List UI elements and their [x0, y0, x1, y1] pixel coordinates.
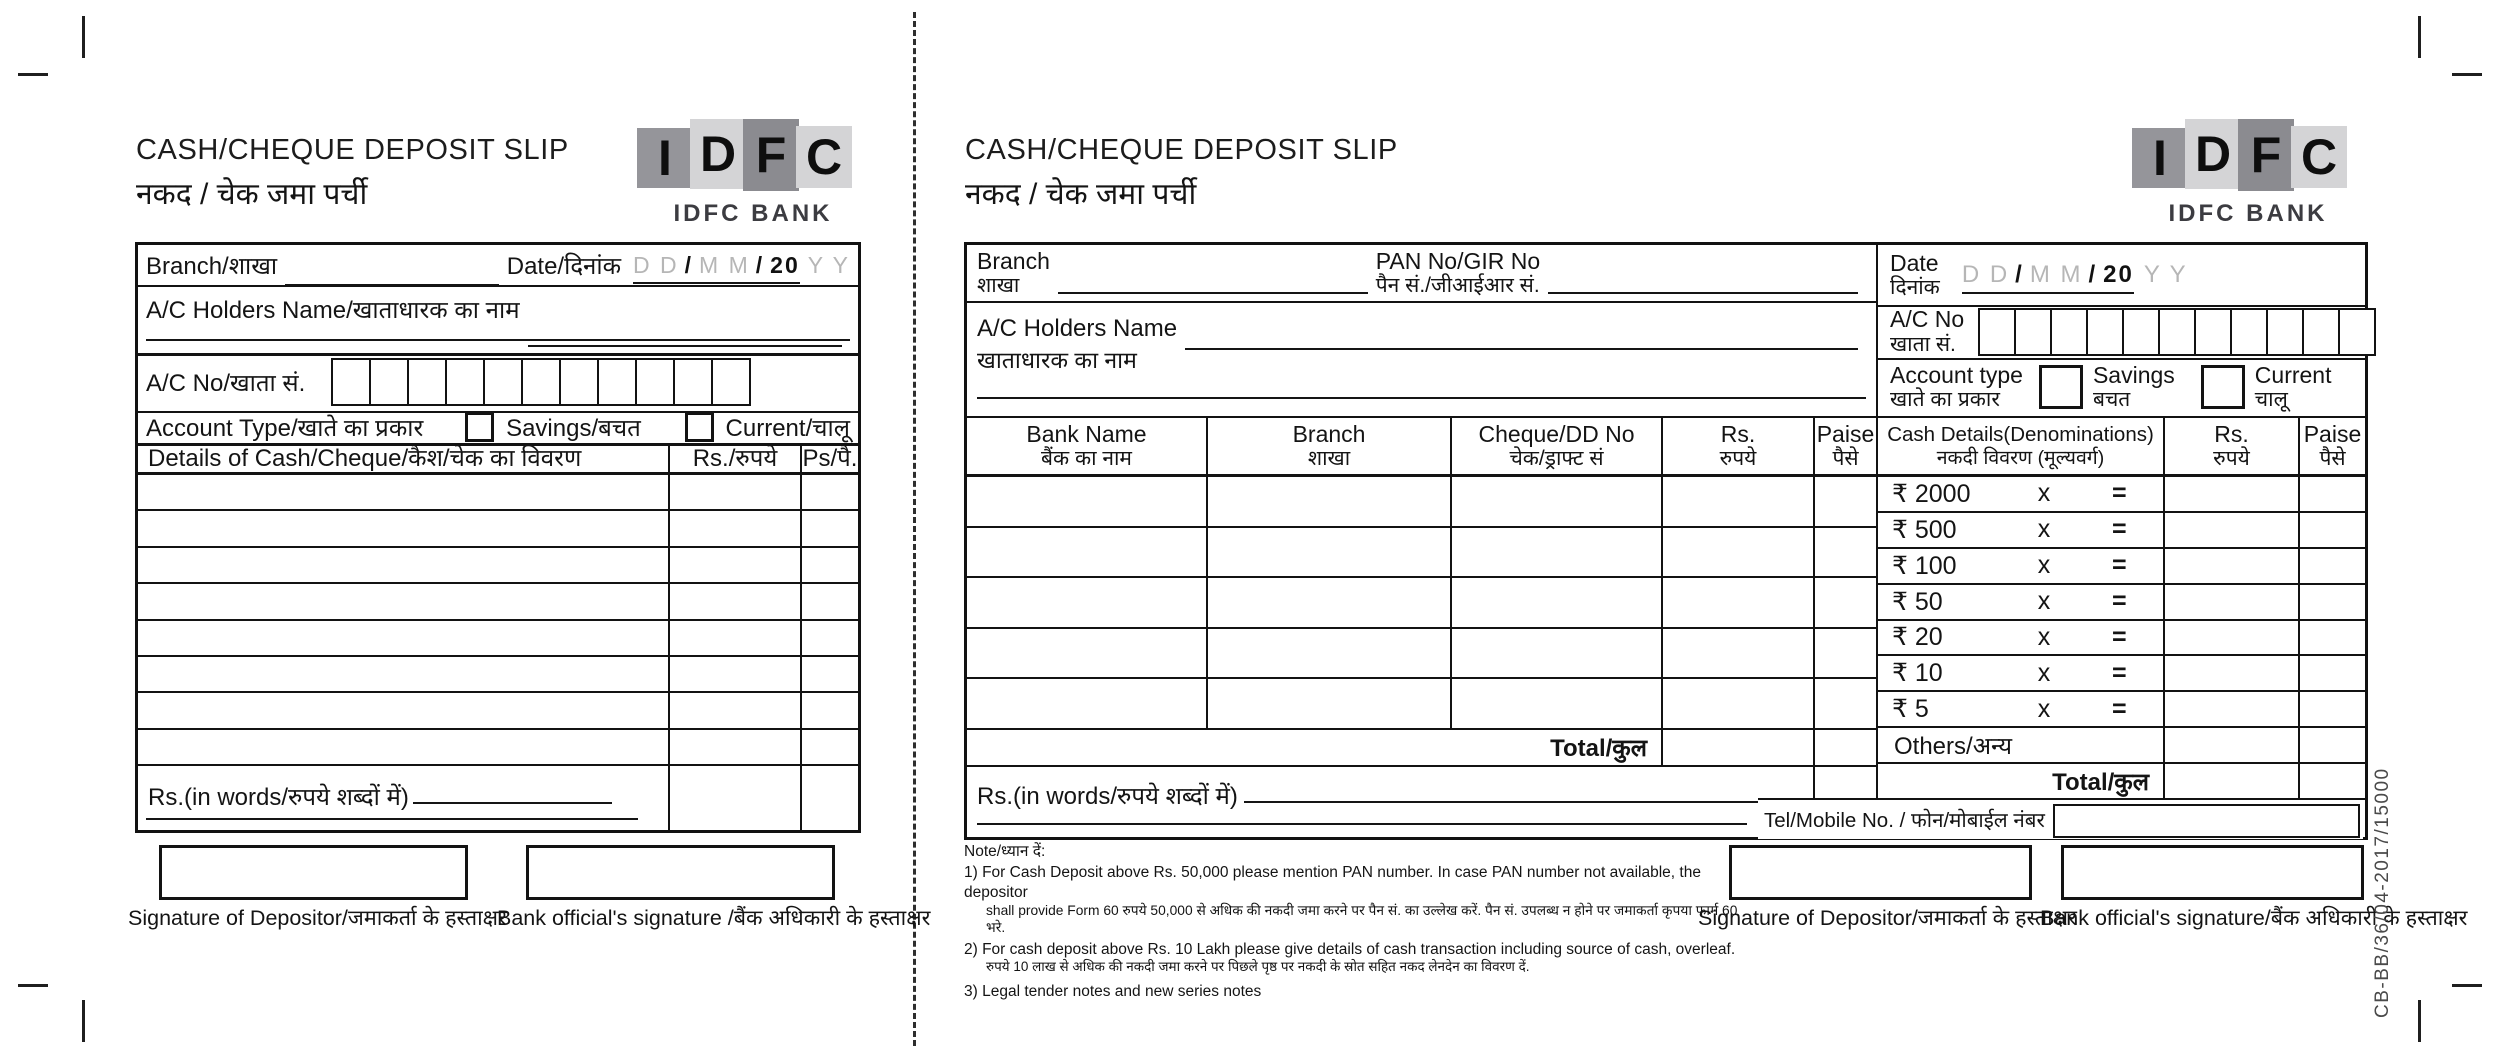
idfc-logo: [637, 116, 869, 228]
account-holder-input-line[interactable]: [528, 321, 842, 347]
digit-box[interactable]: [2086, 308, 2124, 356]
multiply-symbol: x: [2037, 658, 2051, 687]
date-row: [1878, 245, 2365, 307]
digit-box[interactable]: [2050, 308, 2088, 356]
bank-name: IDFC BANK: [2168, 200, 2328, 227]
paise-cell[interactable]: [2298, 549, 2365, 585]
bank-official-signature-box[interactable]: [526, 845, 835, 900]
tel-mobile-row: [1758, 798, 2363, 839]
rupees-cell[interactable]: [668, 693, 800, 729]
account-number-label-en: A/C No: [1890, 306, 1965, 333]
digit-box[interactable]: [2014, 308, 2052, 356]
paise-header-en: Paise: [1816, 420, 1875, 447]
crop-mark: [82, 1000, 85, 1042]
date-separator: /: [755, 251, 765, 278]
bank-name-cell[interactable]: [967, 528, 1206, 579]
cash-details-column-header: [1878, 418, 2163, 477]
branch-input-line[interactable]: [285, 260, 499, 286]
tel-mobile-label: Tel/Mobile No. / फोन/मोबाईल नंबर: [1764, 808, 2045, 832]
pan-label: [1376, 248, 1540, 298]
digit-box[interactable]: [369, 358, 409, 406]
cheque-total-label: Total/कुल: [967, 730, 1661, 767]
account-number-boxes[interactable]: [331, 358, 751, 406]
date-yy-placeholder: Y Y: [2143, 261, 2188, 288]
digit-box[interactable]: [2194, 308, 2232, 356]
denomination-value: ₹ 500: [1892, 515, 1957, 544]
note-1-line2: shall provide Form 60 रुपये 50,000 से अधिक की नकदी जमा करने पर पैन सं. का उल्लेख करें. पैन सं. उपलब्ध न होने पर जमाकर्ता कृपया फार्म 60 भरे.: [986, 903, 1738, 936]
equals-symbol: =: [2112, 515, 2127, 544]
date-input[interactable]: [1962, 261, 2188, 289]
right-form-top-right: [1876, 245, 2365, 416]
rupees-cell[interactable]: [2163, 656, 2298, 692]
account-number-boxes[interactable]: [1978, 308, 2376, 356]
equals-symbol: =: [2112, 551, 2127, 580]
equals-symbol: =: [2112, 658, 2127, 687]
logo-letter: D: [2185, 119, 2241, 189]
details-cell[interactable]: [138, 511, 668, 547]
account-type-label: [1890, 362, 2023, 412]
total-paise-cell[interactable]: [1813, 730, 1876, 767]
paise-header-en: Paise: [2303, 420, 2362, 447]
rupees-header-hi: रुपये: [2213, 447, 2250, 471]
branch-cell[interactable]: [1206, 578, 1450, 629]
paise-cell[interactable]: [2298, 692, 2365, 728]
branch-header-en: Branch: [1292, 420, 1366, 447]
cash-cheque-details-table: [138, 443, 858, 830]
rupees-cell[interactable]: [2163, 692, 2298, 728]
depositor-signature-box[interactable]: [1729, 845, 2032, 900]
savings-label-en: Savings: [2092, 361, 2175, 388]
rupees-cell[interactable]: [668, 511, 800, 547]
denomination-row-20: [1878, 621, 2163, 657]
date-dd-placeholder: D D: [1961, 261, 2010, 288]
digit-box[interactable]: [635, 358, 675, 406]
paise-cell[interactable]: [2298, 477, 2365, 513]
cash-details-header-hi: नकदी विवरण (मूल्यवर्ग): [1936, 446, 2105, 469]
digit-box[interactable]: [711, 358, 751, 406]
paise-header-hi: पैसे: [1832, 447, 1859, 471]
account-holder-label-hi: खाताधारक का नाम: [977, 347, 1137, 373]
bank-official-signature-label: Bank official's signature/बैंक अधिकारी के हस्ताक्षर: [2040, 906, 2468, 930]
multiply-symbol: x: [2037, 479, 2051, 508]
equals-symbol: =: [2112, 479, 2127, 508]
amount-in-words-cell[interactable]: [138, 766, 668, 830]
digit-box[interactable]: [2266, 308, 2304, 356]
paise-column-header: [1813, 418, 1876, 477]
right-form-top-left: [967, 245, 1876, 416]
savings-label: [2093, 362, 2175, 412]
account-type-label-hi: खाते का प्रकार: [1890, 388, 2000, 412]
page-title: CASH/CHEQUE DEPOSIT SLIP: [965, 134, 1398, 166]
date-century: 20: [2103, 261, 2134, 288]
paise-cell[interactable]: [800, 730, 858, 766]
rupees-cell[interactable]: [668, 584, 800, 620]
denomination-row-2000: [1878, 477, 2163, 513]
rupees-cell[interactable]: [1661, 679, 1813, 730]
date-input[interactable]: [633, 252, 850, 279]
denomination-value: ₹ 2000: [1892, 479, 1971, 508]
date-mm-placeholder: M M: [699, 251, 750, 278]
rupees-cell[interactable]: [668, 621, 800, 657]
paise-cell[interactable]: [1813, 679, 1876, 730]
branch-cell[interactable]: [1206, 477, 1450, 528]
denomination-row-5: [1878, 692, 2163, 728]
current-label: Current/चालू: [725, 414, 850, 442]
denomination-row-100: [1878, 549, 2163, 585]
branch-cell[interactable]: [1206, 629, 1450, 680]
cheque-no-cell[interactable]: [1450, 528, 1661, 579]
account-holder-row: [138, 285, 858, 356]
crop-mark: [18, 984, 48, 987]
digit-box[interactable]: [2158, 308, 2196, 356]
bank-name-header-en: Bank Name: [1026, 420, 1147, 447]
note-2-line2: रुपये 10 लाख से अधिक की नकदी जमा करने पर पिछले पृष्ठ पर नकदी के स्रोत सहित नकद लेनदेन का विवरण दें.: [986, 958, 1530, 974]
date-label: [1890, 250, 1940, 300]
digit-box[interactable]: [2230, 308, 2268, 356]
account-holder-input-line2[interactable]: [146, 339, 850, 341]
cash-total-label: Total/कुल: [1878, 764, 2163, 800]
notes-block: [964, 842, 1748, 1001]
others-label: Others/अन्य: [1878, 728, 2163, 764]
idfc-logo-blocks: [2132, 116, 2364, 191]
rupees-cell[interactable]: [668, 766, 800, 830]
amount-in-words-cell[interactable]: [967, 767, 1876, 839]
paise-cell[interactable]: [800, 584, 858, 620]
depositor-signature-label: Signature of Depositor/जमाकर्ता के हस्ताक्षर: [1698, 906, 2077, 930]
amount-in-words-line2[interactable]: [977, 823, 1747, 825]
paise-cell[interactable]: [800, 511, 858, 547]
bank-name-cell[interactable]: [967, 679, 1206, 730]
details-cell[interactable]: [138, 548, 668, 584]
rupees-cell[interactable]: [1661, 528, 1813, 579]
bank-name-cell[interactable]: [967, 629, 1206, 680]
logo-letter: D: [690, 119, 746, 189]
date-label-hi: दिनांक: [1890, 276, 1940, 300]
branch-label-hi: शाखा: [977, 274, 1020, 298]
cash-denominations-table: [1876, 416, 2365, 839]
bank-name: IDFC BANK: [673, 200, 833, 227]
account-holder-label: A/C Holders Name/खाताधारक का नाम: [146, 297, 520, 324]
details-cell[interactable]: [138, 657, 668, 693]
cheque-no-cell[interactable]: [1450, 477, 1661, 528]
rupees-cell[interactable]: [668, 548, 800, 584]
branch-header-hi: शाखा: [1307, 447, 1351, 471]
current-label: [2255, 362, 2332, 412]
rupees-cell[interactable]: [2163, 513, 2298, 549]
multiply-symbol: x: [2037, 551, 2051, 580]
rupees-cell[interactable]: [2163, 728, 2298, 764]
bank-official-signature-label: Bank official's signature /बैंक अधिकारी के हस्ताक्षर: [497, 906, 931, 930]
account-number-row: [138, 353, 858, 413]
rupees-cell[interactable]: [1661, 578, 1813, 629]
digit-box[interactable]: [559, 358, 599, 406]
digit-box[interactable]: [483, 358, 523, 406]
account-type-row: [1878, 358, 2365, 416]
note-2-line1: 2) For cash deposit above Rs. 10 Lakh please give details of cash transaction including source of cash, overleaf.: [964, 940, 1736, 958]
date-label: Date/दिनांक: [506, 252, 622, 280]
details-cell[interactable]: [138, 730, 668, 766]
crop-mark: [82, 16, 85, 58]
cheque-no-cell[interactable]: [1450, 578, 1661, 629]
account-holder-label-en: A/C Holders Name: [977, 315, 1178, 342]
cheque-no-column-header: [1450, 418, 1661, 477]
depositor-signature-label: Signature of Depositor/जमाकर्ता के हस्ताक्षर: [128, 906, 507, 930]
paise-cell[interactable]: [800, 621, 858, 657]
current-label-hi: चालू: [2254, 388, 2288, 412]
total-rupees-cell[interactable]: [1661, 730, 1813, 767]
paise-cell[interactable]: [800, 693, 858, 729]
cash-details-header-en: Cash Details(Denominations): [1887, 423, 2154, 446]
denomination-value: ₹ 50: [1892, 587, 1943, 616]
equals-symbol: =: [2112, 622, 2127, 651]
logo-letter: F: [2238, 119, 2294, 191]
date-yy-placeholder: Y Y: [807, 251, 850, 278]
paise-column-header: Ps/पै.: [800, 443, 858, 475]
bank-name-header-hi: बैंक का नाम: [1040, 447, 1132, 471]
rupees-header-hi: रुपये: [1719, 447, 1757, 471]
date-separator: /: [684, 251, 694, 278]
note-3: 3) Legal tender notes and new series notes: [964, 982, 1262, 1000]
bank-official-signature-box[interactable]: [2061, 845, 2364, 900]
details-cell[interactable]: [138, 584, 668, 620]
details-cell[interactable]: [138, 475, 668, 511]
crop-mark: [18, 73, 48, 76]
current-checkbox[interactable]: [2201, 365, 2245, 409]
digit-box[interactable]: [407, 358, 447, 406]
account-holder-input-line[interactable]: [1185, 324, 1858, 350]
rupees-column-header: [1661, 418, 1813, 477]
amount-in-words-line2[interactable]: [146, 818, 638, 820]
denomination-value: ₹ 100: [1892, 551, 1957, 580]
equals-symbol: =: [2112, 587, 2127, 616]
paise-cell[interactable]: [1813, 477, 1876, 528]
idfc-logo: [2132, 116, 2364, 228]
paise-cell[interactable]: [1813, 629, 1876, 680]
account-type-label: Account Type/खाते का प्रकार: [146, 414, 424, 442]
rupees-column-header: Rs./रुपये: [668, 443, 800, 475]
paise-cell[interactable]: [800, 475, 858, 511]
crop-mark: [2418, 1000, 2421, 1042]
bank-name-column-header: [967, 418, 1206, 477]
page-title: CASH/CHEQUE DEPOSIT SLIP: [136, 134, 569, 166]
amount-in-words-line1[interactable]: [413, 780, 612, 804]
paise-cell[interactable]: [2298, 585, 2365, 621]
tel-input-box[interactable]: [2053, 804, 2360, 838]
branch-column-header: [1206, 418, 1450, 477]
paise-cell[interactable]: [800, 766, 858, 830]
digit-box[interactable]: [2122, 308, 2160, 356]
paise-cell[interactable]: [2298, 728, 2365, 764]
denomination-row-10: [1878, 656, 2163, 692]
account-number-label: A/C No/खाता सं.: [146, 369, 306, 397]
branch-date-row: [138, 245, 858, 287]
page-title-hindi: नकद / चेक जमा पर्ची: [136, 178, 368, 211]
multiply-symbol: x: [2037, 694, 2051, 723]
digit-box[interactable]: [2338, 308, 2376, 356]
paise-column-header: [2298, 418, 2365, 477]
paise-cell[interactable]: [1813, 578, 1876, 629]
rupees-cell[interactable]: [2163, 477, 2298, 513]
total-rupees-cell[interactable]: [2163, 764, 2298, 800]
idfc-logo-blocks: [637, 116, 869, 191]
logo-letter: F: [743, 119, 799, 191]
perforation-divider: [913, 12, 916, 1046]
account-type-label-en: Account type: [1890, 361, 2023, 388]
crop-mark: [2452, 73, 2482, 76]
amount-in-words-label: Rs.(in words/रुपये शब्दों में): [977, 782, 1238, 810]
digit-box[interactable]: [673, 358, 713, 406]
account-number-row: [1878, 305, 2365, 360]
amount-in-words-label: Rs.(in words/रुपये शब्दों में): [148, 784, 409, 811]
branch-cell[interactable]: [1206, 679, 1450, 730]
savings-label-hi: बचत: [2092, 388, 2131, 412]
cheque-details-table: [967, 416, 1876, 839]
details-cell[interactable]: [138, 693, 668, 729]
equals-symbol: =: [2112, 694, 2127, 723]
branch-cell[interactable]: [1206, 528, 1450, 579]
rupees-header-en: Rs.: [2214, 420, 2249, 447]
rupees-column-header: [2163, 418, 2298, 477]
digit-box[interactable]: [445, 358, 485, 406]
savings-label: Savings/बचत: [506, 414, 641, 442]
form-code: CB-BB/36/04-2017/15000: [2372, 767, 2393, 1018]
denomination-value: ₹ 5: [1892, 695, 1929, 724]
cheque-no-cell[interactable]: [1450, 679, 1661, 730]
bank-name-cell[interactable]: [967, 578, 1206, 629]
account-holder-input-line2[interactable]: [977, 397, 1866, 399]
paise-cell[interactable]: [2298, 656, 2365, 692]
date-dd-placeholder: D D: [633, 251, 679, 278]
rupees-cell[interactable]: [1661, 477, 1813, 528]
paise-header-hi: पैसे: [2319, 447, 2346, 471]
paise-cell[interactable]: [800, 657, 858, 693]
bank-name-cell[interactable]: [967, 477, 1206, 528]
logo-letter: C: [796, 126, 852, 188]
branch-label-en: Branch: [977, 247, 1050, 274]
date-separator: /: [2015, 261, 2024, 288]
note-1-line1: 1) For Cash Deposit above Rs. 50,000 please mention PAN number. In case PAN number not available, the depositor: [964, 864, 1701, 901]
cheque-header-en: Cheque/DD No: [1478, 420, 1635, 447]
pan-label-hi: पैन सं./जीआईआर सं.: [1375, 274, 1540, 298]
cheque-no-cell[interactable]: [1450, 629, 1661, 680]
details-column-header: Details of Cash/Cheque/कैश/चेक का विवरण: [138, 443, 668, 475]
logo-letter: C: [2291, 126, 2347, 188]
paise-cell[interactable]: [2298, 513, 2365, 549]
notes-heading: Note/ध्यान दें:: [964, 843, 1046, 860]
account-holder-area: [967, 301, 1876, 416]
denomination-value: ₹ 20: [1892, 623, 1943, 652]
date-separator: /: [2088, 261, 2098, 288]
right-slip-title: [965, 134, 1398, 213]
denomination-value: ₹ 10: [1892, 659, 1943, 688]
rupees-cell[interactable]: [2163, 549, 2298, 585]
denomination-row-500: [1878, 513, 2163, 549]
savings-checkbox[interactable]: [465, 412, 494, 442]
left-slip-title: [136, 134, 569, 213]
rupees-cell[interactable]: [1661, 629, 1813, 680]
account-number-label-hi: खाता सं.: [1890, 332, 1956, 356]
crop-mark: [2452, 984, 2482, 987]
amount-in-words-line1[interactable]: [1244, 779, 1806, 803]
date-label-en: Date: [1890, 249, 1939, 276]
savings-checkbox[interactable]: [2039, 365, 2083, 409]
current-label-en: Current: [2254, 361, 2332, 388]
logo-letter: I: [637, 128, 693, 188]
digit-box[interactable]: [597, 358, 637, 406]
details-cell[interactable]: [138, 621, 668, 657]
digit-box[interactable]: [521, 358, 561, 406]
rupees-cell[interactable]: [668, 475, 800, 511]
digit-box[interactable]: [1978, 308, 2016, 356]
account-number-label: [1890, 306, 1964, 356]
rupees-cell[interactable]: [668, 657, 800, 693]
digit-box[interactable]: [331, 358, 371, 406]
right-deposit-form: [964, 242, 2368, 840]
cheque-header-hi: चेक/ड्राफ्ट सं: [1509, 447, 1604, 471]
branch-input-line[interactable]: [1058, 268, 1368, 294]
paise-cell[interactable]: [1813, 528, 1876, 579]
paise-cell[interactable]: [2298, 621, 2365, 657]
rupees-header-en: Rs.: [1720, 420, 1756, 447]
rupees-cell[interactable]: [668, 730, 800, 766]
pan-input-line[interactable]: [1548, 268, 1858, 294]
multiply-symbol: x: [2037, 515, 2051, 544]
depositor-signature-box[interactable]: [159, 845, 468, 900]
rupees-cell[interactable]: [2163, 621, 2298, 657]
branch-label: [977, 248, 1050, 298]
page-title-hindi: नकद / चेक जमा पर्ची: [965, 178, 1197, 211]
multiply-symbol: x: [2037, 587, 2051, 616]
date-century: 20: [770, 251, 800, 278]
left-deposit-form: [135, 242, 861, 833]
date-mm-placeholder: M M: [2029, 261, 2083, 288]
logo-letter: I: [2132, 128, 2188, 188]
current-checkbox[interactable]: [685, 412, 714, 442]
multiply-symbol: x: [2037, 622, 2051, 651]
paise-cell[interactable]: [800, 548, 858, 584]
denomination-row-50: [1878, 585, 2163, 621]
pan-label-en: PAN No/GIR No: [1375, 247, 1541, 274]
total-paise-cell[interactable]: [2298, 764, 2365, 800]
crop-mark: [2418, 16, 2421, 58]
rupees-cell[interactable]: [2163, 585, 2298, 621]
digit-box[interactable]: [2302, 308, 2340, 356]
branch-pan-row: [967, 245, 1876, 303]
branch-label: Branch/शाखा: [146, 252, 278, 280]
